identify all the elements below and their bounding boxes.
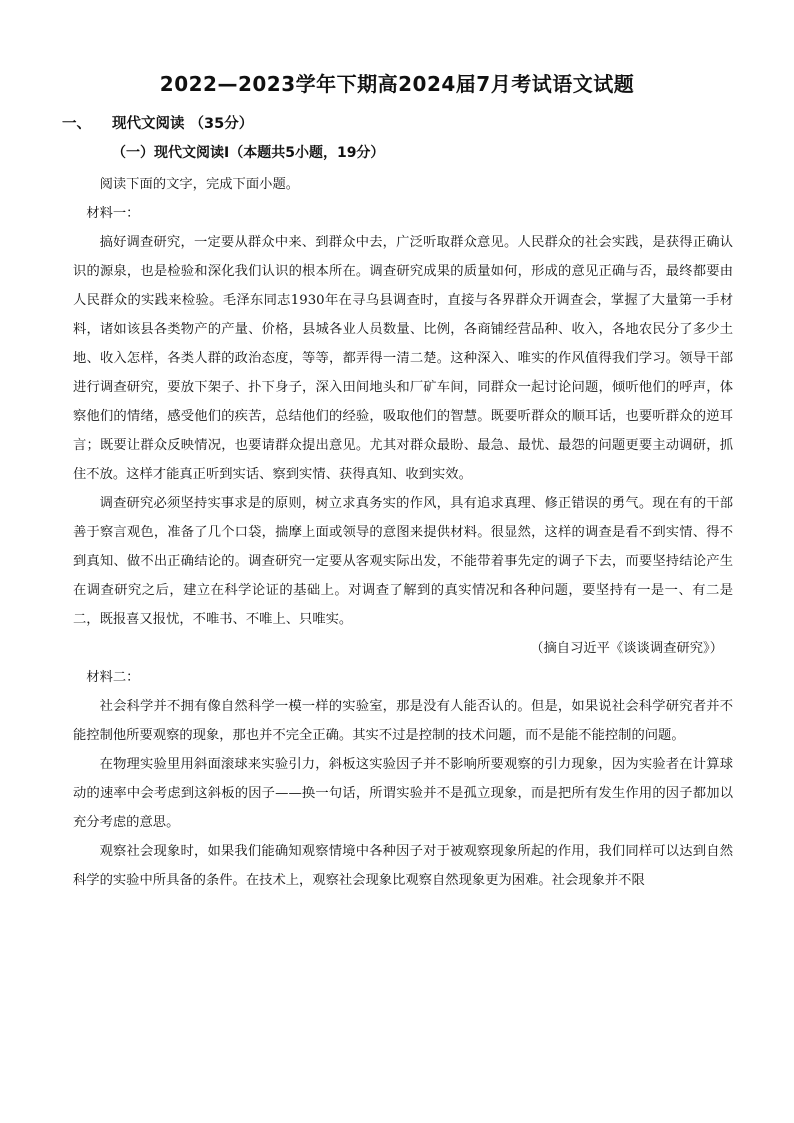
paragraph: 在物理实验里用斜面滚球来实验引力，斜板这实验因子并不影响所要观察的引力现象，因为实验者在计算球动的速率中会考虑到这斜板的因子——换一句话，所谓实验并不是孤立现象，而是把所有发生作用的因子都加以充分考虑的意思。: [73, 757, 733, 830]
section-label: 现代文阅读 （35分）: [112, 116, 254, 132]
material-one-label: 材料一：: [86, 206, 140, 221]
section-heading: [62, 112, 253, 133]
page-title: 2022—2023学年下期高2024届7月考试语文试题: [159, 72, 635, 96]
paragraph: 观察社会现象时，如果我们能确知观察情境中各种因子对于被观察现象所起的作用，我们同样可以达到自然科学的实验中所具备的条件。在技术上，观察社会现象比观察自然现象更为困难。社会现象并不限: [73, 844, 733, 888]
material-two-label: 材料二：: [86, 670, 140, 685]
section-number: 一、: [62, 116, 91, 132]
paragraph: 社会科学并不拥有像自然科学一模一样的实验室，那是没有人能否认的。但是，如果说社会科学研究者并不能控制他所要观察的现象，那也并不完全正确。其实不过是控制的技术问题，而不是能不能控制的问题。: [73, 699, 733, 743]
paragraph: 调查研究必须坚持实事求是的原则，树立求真务实的作风，具有追求真理、修正错误的勇气。现在有的干部善于察言观色，准备了几个口袋，揣摩上面或领导的意图来提供材料。很显然，这样的调查是看不到实情、得不到真知、做不出正确结论的。调查研究一定要从客观实际出发，不能带着事先定的调子下去，而要坚持结论产生在调查研究之后，建立在科学论证的基础上。对调查了解到的真实情况和各种问题，要坚持有一是一、有二是二，既报喜又报忧，不唯书、不唯上、只唯实。: [73, 496, 733, 627]
document-body: [73, 170, 733, 895]
paragraph: 搞好调查研究，一定要从群众中来、到群众中去，广泛听取群众意见。人民群众的社会实践，是获得正确认识的源泉，也是检验和深化我们认识的根本所在。调查研究成果的质量如何，形成的意见正确与否，最终都要由人民群众的实践来检验。毛泽东同志1930年在寻乌县调查时，直接与各界群众开调查会，掌握了大量第一手材料，诸如该县各类物产的产量、价格，县城各业人员数量、比例，各商铺经营品种、收入，各地农民分了多少土地、收入怎样，各类人群的政治态度，等等，都弄得一清二楚。这种深入、唯实的作风值得我们学习。领导干部进行调查研究，要放下架子、扑下身子，深入田间地头和厂矿车间，同群众一起讨论问题，倾听他们的呼声，体察他们的情绪，感受他们的疾苦，总结他们的经验，吸取他们的智慧。既要听群众的顺耳话，也要听群众的逆耳言；既要让群众反映情况，也要请群众提出意见。尤其对群众最盼、最急、最忧、最怨的问题更要主动调研，抓住不放。这样才能真正听到实话、察到实情、获得真知、收到实效。: [73, 235, 733, 482]
instruction-text: 阅读下面的文字，完成下面小题。: [99, 177, 300, 192]
subsection-heading: （一）现代文阅读Ⅰ（本题共5小题，19分）: [112, 145, 385, 161]
material-one-source: （摘自习近平《谈谈调查研究》）: [530, 641, 723, 656]
